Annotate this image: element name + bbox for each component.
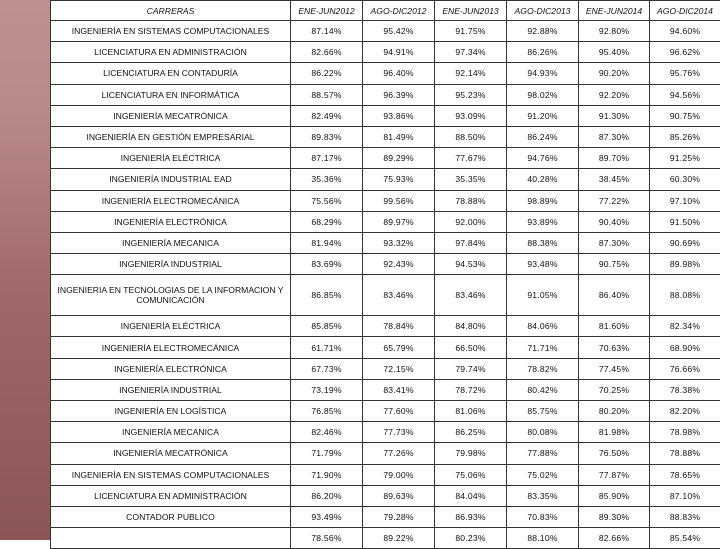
career-name-cell: INGENIERÍA ELECTROMECÁNICA bbox=[51, 190, 291, 211]
percentage-cell: 35.36% bbox=[291, 169, 363, 190]
percentage-cell: 68.90% bbox=[650, 337, 720, 358]
percentage-cell: 86.85% bbox=[291, 275, 363, 316]
percentage-cell: 89.30% bbox=[579, 506, 650, 527]
percentage-cell: 83.46% bbox=[435, 275, 507, 316]
percentage-cell: 77.88% bbox=[507, 443, 579, 464]
career-name-cell: INGENIERÍA ELÉCTRICA bbox=[51, 316, 291, 337]
header-ago-dic2013: AGO-DIC2013 bbox=[507, 1, 579, 21]
percentage-cell: 78.56% bbox=[291, 528, 363, 549]
percentage-cell: 82.49% bbox=[291, 105, 363, 126]
percentage-cell: 94.91% bbox=[363, 42, 435, 63]
percentage-cell: 70.83% bbox=[507, 506, 579, 527]
percentage-cell: 83.35% bbox=[507, 485, 579, 506]
percentage-cell: 87.17% bbox=[291, 148, 363, 169]
percentage-cell: 77.60% bbox=[363, 401, 435, 422]
percentage-cell: 92.88% bbox=[507, 21, 579, 42]
percentage-cell: 92.00% bbox=[435, 211, 507, 232]
career-name-cell: INGENIERÍA MECATRÓNICA bbox=[51, 105, 291, 126]
percentage-cell: 78.65% bbox=[650, 464, 720, 485]
table-row bbox=[51, 506, 720, 527]
percentage-cell: 93.48% bbox=[507, 254, 579, 275]
career-name-cell: INGENIERÍA INDUSTRIAL bbox=[51, 379, 291, 400]
percentage-cell: 96.40% bbox=[363, 63, 435, 84]
percentage-cell: 70.25% bbox=[579, 379, 650, 400]
percentage-cell: 79.98% bbox=[435, 443, 507, 464]
percentage-cell: 81.49% bbox=[363, 126, 435, 147]
percentage-cell: 94.56% bbox=[650, 84, 720, 105]
percentage-cell: 86.25% bbox=[435, 422, 507, 443]
table-header-row bbox=[51, 1, 720, 21]
percentage-cell: 96.62% bbox=[650, 42, 720, 63]
percentage-cell: 88.08% bbox=[650, 275, 720, 316]
percentage-cell: 97.10% bbox=[650, 190, 720, 211]
career-name-cell: INGENIERÍA EN SISTEMAS COMPUTACIONALES bbox=[51, 464, 291, 485]
percentage-cell: 71.90% bbox=[291, 464, 363, 485]
percentage-cell: 81.06% bbox=[435, 401, 507, 422]
table-row bbox=[51, 169, 720, 190]
percentage-cell: 93.32% bbox=[363, 232, 435, 253]
header-ago-dic2014: AGO-DIC2014 bbox=[650, 1, 720, 21]
table-body bbox=[51, 21, 720, 549]
percentage-cell: 66.50% bbox=[435, 337, 507, 358]
percentage-cell: 75.06% bbox=[435, 464, 507, 485]
percentage-cell: 82.20% bbox=[650, 401, 720, 422]
percentage-cell: 92.43% bbox=[363, 254, 435, 275]
percentage-cell: 80.08% bbox=[507, 422, 579, 443]
percentage-cell: 85.26% bbox=[650, 126, 720, 147]
percentage-cell: 97.34% bbox=[435, 42, 507, 63]
percentage-cell: 86.26% bbox=[507, 42, 579, 63]
percentage-cell: 60.30% bbox=[650, 169, 720, 190]
percentage-cell: 78.84% bbox=[363, 316, 435, 337]
percentage-cell: 78.82% bbox=[507, 358, 579, 379]
table-row bbox=[51, 21, 720, 42]
percentage-cell: 71.71% bbox=[507, 337, 579, 358]
table-row bbox=[51, 275, 720, 316]
percentage-cell: 86.20% bbox=[291, 485, 363, 506]
career-name-cell: CONTADOR PUBLICO bbox=[51, 506, 291, 527]
percentage-cell: 85.85% bbox=[291, 316, 363, 337]
table-row bbox=[51, 211, 720, 232]
percentage-cell: 95.40% bbox=[579, 42, 650, 63]
career-name-cell: INGENIERÍA MECANICA bbox=[51, 232, 291, 253]
percentage-cell: 85.90% bbox=[579, 485, 650, 506]
percentage-cell: 98.89% bbox=[507, 190, 579, 211]
table-row bbox=[51, 254, 720, 275]
table-row bbox=[51, 422, 720, 443]
percentage-cell: 78.72% bbox=[435, 379, 507, 400]
percentage-cell: 78.98% bbox=[650, 422, 720, 443]
percentage-cell: 77.73% bbox=[363, 422, 435, 443]
percentage-cell: 90.75% bbox=[650, 105, 720, 126]
header-carreras: CARRERAS bbox=[51, 1, 291, 21]
percentage-cell: 81.98% bbox=[579, 422, 650, 443]
percentage-cell: 93.89% bbox=[507, 211, 579, 232]
percentage-cell: 76.85% bbox=[291, 401, 363, 422]
percentage-cell: 78.88% bbox=[435, 190, 507, 211]
percentage-cell: 78.38% bbox=[650, 379, 720, 400]
table-row bbox=[51, 337, 720, 358]
table-row bbox=[51, 443, 720, 464]
percentage-cell: 71.79% bbox=[291, 443, 363, 464]
percentage-cell: 82.66% bbox=[291, 42, 363, 63]
table-row bbox=[51, 63, 720, 84]
percentage-cell: 91.50% bbox=[650, 211, 720, 232]
career-name-cell: INGENIERÍA MECATRÓNICA bbox=[51, 443, 291, 464]
percentage-cell: 81.94% bbox=[291, 232, 363, 253]
percentage-cell: 68.29% bbox=[291, 211, 363, 232]
percentage-cell: 83.46% bbox=[363, 275, 435, 316]
percentage-cell: 87.14% bbox=[291, 21, 363, 42]
table-row bbox=[51, 464, 720, 485]
percentage-cell: 83.41% bbox=[363, 379, 435, 400]
career-name-cell: LICENCIATURA EN ADMINISTRACIÓN bbox=[51, 42, 291, 63]
table-row bbox=[51, 232, 720, 253]
percentage-cell: 94.93% bbox=[507, 63, 579, 84]
percentage-cell: 78.88% bbox=[650, 443, 720, 464]
percentage-cell: 35.35% bbox=[435, 169, 507, 190]
career-name-cell: INGENIERÍA INDUSTRIAL bbox=[51, 254, 291, 275]
table-row bbox=[51, 379, 720, 400]
percentage-cell: 75.56% bbox=[291, 190, 363, 211]
percentage-cell: 90.75% bbox=[579, 254, 650, 275]
percentage-cell: 86.40% bbox=[579, 275, 650, 316]
percentage-cell: 79.28% bbox=[363, 506, 435, 527]
percentage-cell: 82.34% bbox=[650, 316, 720, 337]
percentage-cell: 76.66% bbox=[650, 358, 720, 379]
career-name-cell: LICENCIATURA EN CONTADURÍA bbox=[51, 63, 291, 84]
percentage-cell: 82.46% bbox=[291, 422, 363, 443]
percentage-cell: 76.50% bbox=[579, 443, 650, 464]
percentage-cell: 82.66% bbox=[579, 528, 650, 549]
percentage-cell: 91.05% bbox=[507, 275, 579, 316]
percentage-cell: 94.53% bbox=[435, 254, 507, 275]
percentage-cell: 83.69% bbox=[291, 254, 363, 275]
percentage-cell: 99.56% bbox=[363, 190, 435, 211]
percentage-cell: 73.19% bbox=[291, 379, 363, 400]
percentage-cell: 94.60% bbox=[650, 21, 720, 42]
table-row bbox=[51, 358, 720, 379]
percentage-cell: 77.67% bbox=[435, 148, 507, 169]
percentage-cell: 77.87% bbox=[579, 464, 650, 485]
percentage-cell: 75.93% bbox=[363, 169, 435, 190]
percentage-cell: 77.22% bbox=[579, 190, 650, 211]
percentage-cell: 80.20% bbox=[579, 401, 650, 422]
percentage-cell: 85.75% bbox=[507, 401, 579, 422]
percentage-cell: 91.25% bbox=[650, 148, 720, 169]
table-row bbox=[51, 401, 720, 422]
percentage-cell: 87.10% bbox=[650, 485, 720, 506]
percentage-cell: 75.02% bbox=[507, 464, 579, 485]
career-name-cell: INGENIERÍA ELÉCTRICA bbox=[51, 148, 291, 169]
percentage-cell: 79.74% bbox=[435, 358, 507, 379]
table-row bbox=[51, 42, 720, 63]
percentage-cell: 95.23% bbox=[435, 84, 507, 105]
percentage-cell: 79.00% bbox=[363, 464, 435, 485]
percentage-cell: 70.63% bbox=[579, 337, 650, 358]
career-name-cell: LICENCIATURA EN ADMINISTRACIÓN bbox=[51, 485, 291, 506]
percentage-cell: 89.22% bbox=[363, 528, 435, 549]
percentage-cell: 84.06% bbox=[507, 316, 579, 337]
table-row bbox=[51, 148, 720, 169]
percentage-cell: 91.20% bbox=[507, 105, 579, 126]
percentage-cell: 90.40% bbox=[579, 211, 650, 232]
percentage-cell: 87.30% bbox=[579, 126, 650, 147]
percentage-cell: 40.28% bbox=[507, 169, 579, 190]
career-name-cell: INGENIERÍA EN SISTEMAS COMPUTACIONALES bbox=[51, 21, 291, 42]
percentage-cell: 61.71% bbox=[291, 337, 363, 358]
table-row bbox=[51, 528, 720, 549]
header-ago-dic2012: AGO-DIC2012 bbox=[363, 1, 435, 21]
percentage-cell: 93.09% bbox=[435, 105, 507, 126]
percentage-cell: 86.93% bbox=[435, 506, 507, 527]
percentage-cell: 89.29% bbox=[363, 148, 435, 169]
percentage-cell: 98.02% bbox=[507, 84, 579, 105]
percentage-cell: 91.30% bbox=[579, 105, 650, 126]
percentage-cell: 95.42% bbox=[363, 21, 435, 42]
table-row bbox=[51, 190, 720, 211]
career-name-cell: INGENIERÍA ELECTRÓNICA bbox=[51, 211, 291, 232]
percentage-cell: 88.10% bbox=[507, 528, 579, 549]
percentage-cell: 72.15% bbox=[363, 358, 435, 379]
table-row bbox=[51, 316, 720, 337]
percentage-cell: 90.69% bbox=[650, 232, 720, 253]
career-name-cell: INGENIERÍA INDUSTRIAL EAD bbox=[51, 169, 291, 190]
percentage-cell: 85.54% bbox=[650, 528, 720, 549]
percentage-cell: 89.83% bbox=[291, 126, 363, 147]
table-row bbox=[51, 84, 720, 105]
percentage-cell: 77.26% bbox=[363, 443, 435, 464]
percentage-cell: 92.80% bbox=[579, 21, 650, 42]
percentage-cell: 92.14% bbox=[435, 63, 507, 84]
percentage-cell: 38.45% bbox=[579, 169, 650, 190]
percentage-cell: 97.84% bbox=[435, 232, 507, 253]
percentage-cell: 86.22% bbox=[291, 63, 363, 84]
percentage-cell: 84.80% bbox=[435, 316, 507, 337]
percentage-cell: 93.86% bbox=[363, 105, 435, 126]
header-ene-jun2012: ENE-JUN2012 bbox=[291, 1, 363, 21]
percentage-cell: 80.23% bbox=[435, 528, 507, 549]
percentage-cell: 93.49% bbox=[291, 506, 363, 527]
percentage-cell: 65.79% bbox=[363, 337, 435, 358]
career-name-cell: LICENCIATURA EN INFORMÁTICA bbox=[51, 84, 291, 105]
percentage-cell: 88.83% bbox=[650, 506, 720, 527]
percentage-cell: 89.98% bbox=[650, 254, 720, 275]
career-name-cell: INGENIERIA EN TECNOLOGIAS DE LA INFORMACION Y COMUNICACIÓN bbox=[51, 275, 291, 316]
career-percentages-table bbox=[50, 0, 720, 549]
percentage-cell: 67.73% bbox=[291, 358, 363, 379]
percentage-cell: 90.20% bbox=[579, 63, 650, 84]
table-row bbox=[51, 126, 720, 147]
percentage-cell: 89.97% bbox=[363, 211, 435, 232]
percentage-cell: 95.76% bbox=[650, 63, 720, 84]
percentage-cell: 94.76% bbox=[507, 148, 579, 169]
percentage-cell: 84.04% bbox=[435, 485, 507, 506]
percentage-cell: 89.63% bbox=[363, 485, 435, 506]
header-ene-jun2014: ENE-JUN2014 bbox=[579, 1, 650, 21]
career-name-cell: INGENIERÍA EN LOGÍSTICA bbox=[51, 401, 291, 422]
percentage-cell: 80.42% bbox=[507, 379, 579, 400]
percentage-cell: 88.38% bbox=[507, 232, 579, 253]
career-name-cell bbox=[51, 528, 291, 549]
percentage-cell: 96.39% bbox=[363, 84, 435, 105]
table-row bbox=[51, 485, 720, 506]
table-row bbox=[51, 105, 720, 126]
percentage-cell: 86.24% bbox=[507, 126, 579, 147]
percentage-cell: 91.75% bbox=[435, 21, 507, 42]
career-name-cell: INGENIERÍA EN GESTIÓN EMPRESARIAL bbox=[51, 126, 291, 147]
percentage-cell: 92.20% bbox=[579, 84, 650, 105]
header-ene-jun2013: ENE-JUN2013 bbox=[435, 1, 507, 21]
career-name-cell: INGENIERÍA MECANICA bbox=[51, 422, 291, 443]
career-name-cell: INGENIERÍA ELECTRÓNICA bbox=[51, 358, 291, 379]
percentage-cell: 77.45% bbox=[579, 358, 650, 379]
career-name-cell: INGENIERÍA ELECTROMECÁNICA bbox=[51, 337, 291, 358]
percentage-cell: 88.50% bbox=[435, 126, 507, 147]
percentage-cell: 89.70% bbox=[579, 148, 650, 169]
percentage-cell: 88.57% bbox=[291, 84, 363, 105]
percentage-cell: 81.60% bbox=[579, 316, 650, 337]
percentage-cell: 87.30% bbox=[579, 232, 650, 253]
